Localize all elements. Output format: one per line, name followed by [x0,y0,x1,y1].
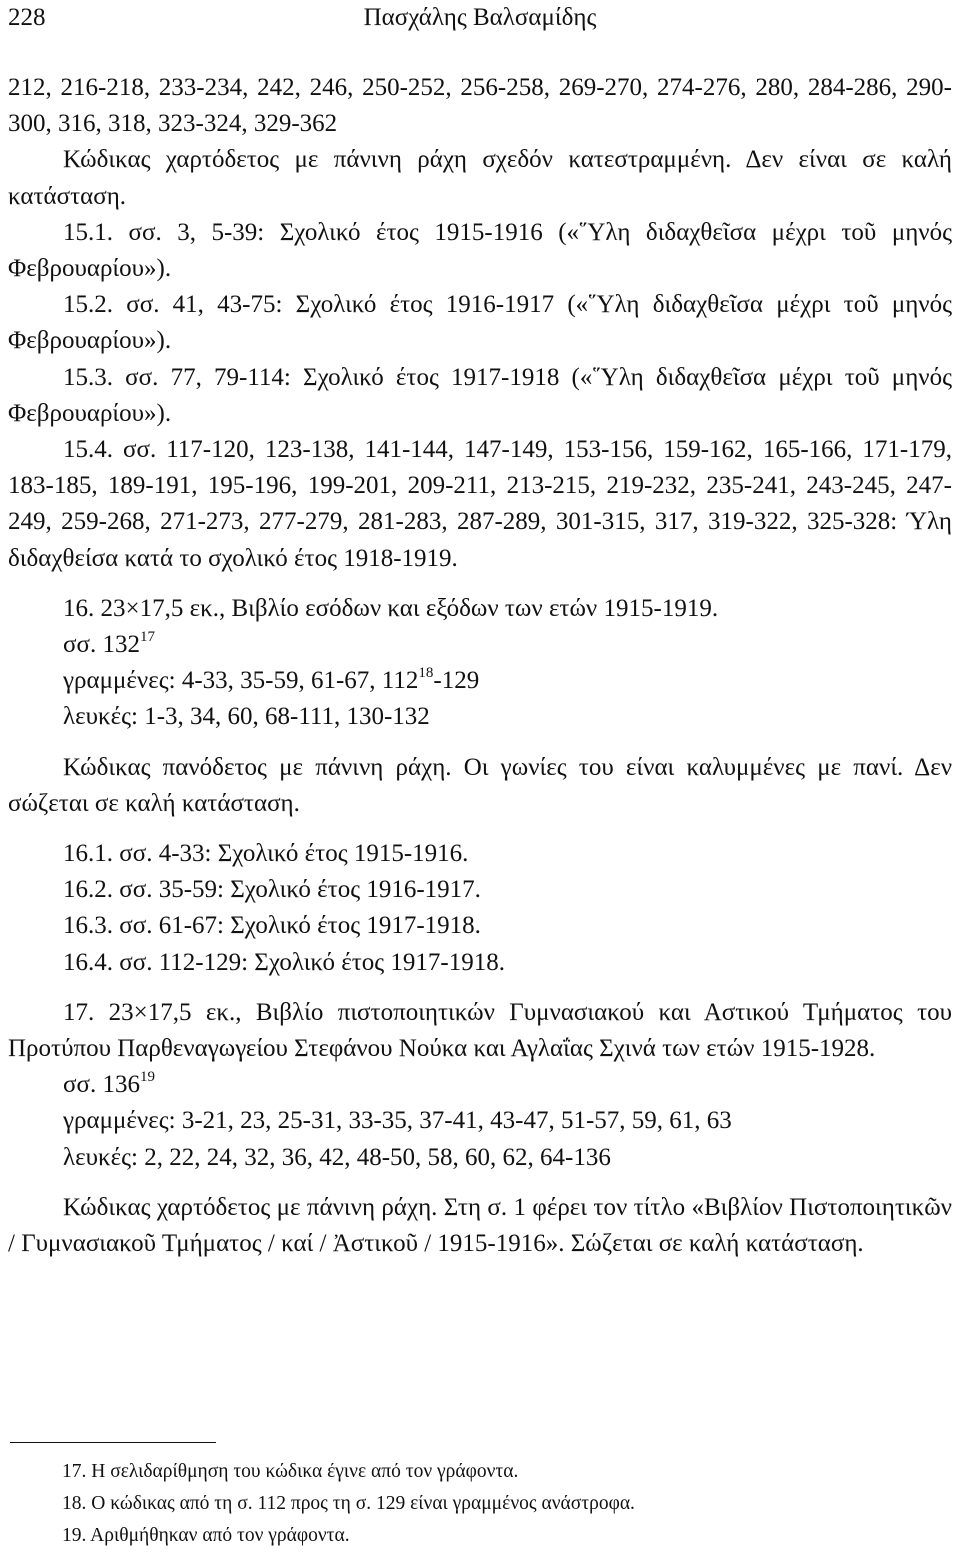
entry17-title: 17. 23×17,5 εκ., Βιβλίο πιστοποιητικών Γυμνασιακού και Αστικού Τμήματος του Προτύπου Παρθεναγωγείου Στεφάνου Νούκα και Αγλαΐας Σχινά των ετών 1915-1928. [8,998,952,1063]
entry15-codex-description: Κώδικας χαρτόδετος με πάνινη ράχη σχεδόν κατεστραμμένη. Δεν είναι σε καλή κατάσταση. [8,146,952,210]
entry16-subentry-2: 16.2. σσ. 35-59: Σχολικό έτος 1916-1917. [63,876,481,904]
entry16-page-count [8,627,952,663]
entry16-pages-text: σσ. 132 [63,631,140,659]
entry17-written-pages: γραμμένες: 3-21, 23, 25-31, 33-35, 37-41, 43-47, 51-57, 59, 61, 63 [63,1107,732,1135]
footnote-ref-18: 18 [418,665,434,682]
spacer [8,736,952,750]
entry16-subentry-3: 16.3. σσ. 61-67: Σχολικό έτος 1917-1918. [63,912,481,940]
entry16-written-text: γραμμένες: 4-33, 35-59, 61-67, 112 [63,667,419,695]
entry17-pages-text: σσ. 136 [63,1071,140,1099]
spacer [8,1176,952,1190]
spacer [8,577,952,591]
footnote-19: 19. Αριθμήθηκαν από τον γράφοντα. [62,1525,350,1546]
entry16-title: 16. 23×17,5 εκ., Βιβλίο εσόδων και εξόδων των ετών 1915-1919. [63,594,719,622]
entry15-subentry-2: 15.2. σσ. 41, 43-75: Σχολικό έτος 1916-1917 («῞Υλη διδαχθεῖσα μέχρι τοῦ μηνός Φεβρουαρίου»). [8,291,952,355]
entry16-subentry-4: 16.4. σσ. 112-129: Σχολικό έτος 1917-1918. [63,948,506,976]
running-head: Πασχάλης Βαλσαμίδης [363,4,597,31]
entry17-page-count [8,1067,952,1103]
main-text [8,70,952,1262]
entry16-written-tail: -129 [433,667,480,695]
entry15-subentry-4: 15.4. σσ. 117-120, 123-138, 141-144, 147-149, 153-156, 159-162, 165-166, 171-179, 183-185, 189-191, 195-196, 199-201, 209-211, 213-215, 219-232, 235-241, 243-245, 247-249, 259-268, 271-273, 277-279, 281-283, 287-289, 301-315, 317, 319-322, 325-328: Ύλη διδαχθείσα κατά το σχολικό έτος 1918-1919. [8,436,952,572]
footnote-separator [10,1442,216,1443]
entry16-subentry-1: 16.1. σσ. 4-33: Σχολικό έτος 1915-1916. [63,840,469,868]
entry17-blank-pages: λευκές: 2, 22, 24, 32, 36, 42, 48-50, 58, 60, 62, 64-136 [63,1143,611,1171]
entry16-blank-pages: λευκές: 1-3, 34, 60, 68-111, 130-132 [63,703,430,731]
footnote-18: 18. Ο κώδικας από τη σ. 112 προς τη σ. 129 είναι γραμμένος ανάστροφα. [62,1493,635,1514]
entry17-codex-description: Κώδικας χαρτόδετος με πάνινη ράχη. Στη σ. 1 φέρει τον τίτλο «Βιβλίον Πιστοποιητικῶν / Γυμνασιακοῦ Τμήματος / καί / Ἀστικοῦ / 1915-1916». Σώζεται σε καλή κατάσταση. [8,1193,952,1258]
spacer [8,822,952,836]
footnote-17: 17. Η σελιδαρίθμηση του κώδικα έγινε από τον γράφοντα. [62,1461,519,1482]
spacer [8,981,952,995]
page-number: 228 [8,4,46,31]
entry15-pages-list: 212, 216-218, 233-234, 242, 246, 250-252, 256-258, 269-270, 274-276, 280, 284-286, 290-300, 316, 318, 323-324, 329-362 [8,74,952,138]
footnote-ref-17: 17 [139,629,155,646]
entry16-codex-description: Κώδικας πανόδετος με πάνινη ράχη. Οι γωνίες του είναι καλυμμένες με πανί. Δεν σώζεται σε καλή κατάσταση. [8,753,952,817]
footnotes [62,1456,942,1552]
footnote-ref-19: 19 [139,1069,155,1086]
entry15-subentry-3: 15.3. σσ. 77, 79-114: Σχολικό έτος 1917-1918 («῞Υλη διδαχθεῖσα μέχρι τοῦ μηνός Φεβρουαρίου»). [8,363,952,427]
page-header [8,2,952,34]
entry16-written-pages [8,663,952,699]
entry15-subentry-1: 15.1. σσ. 3, 5-39: Σχολικό έτος 1915-1916 («῞Υλη διδαχθεῖσα μέχρι τοῦ μηνός Φεβρουαρίου»). [8,218,952,283]
